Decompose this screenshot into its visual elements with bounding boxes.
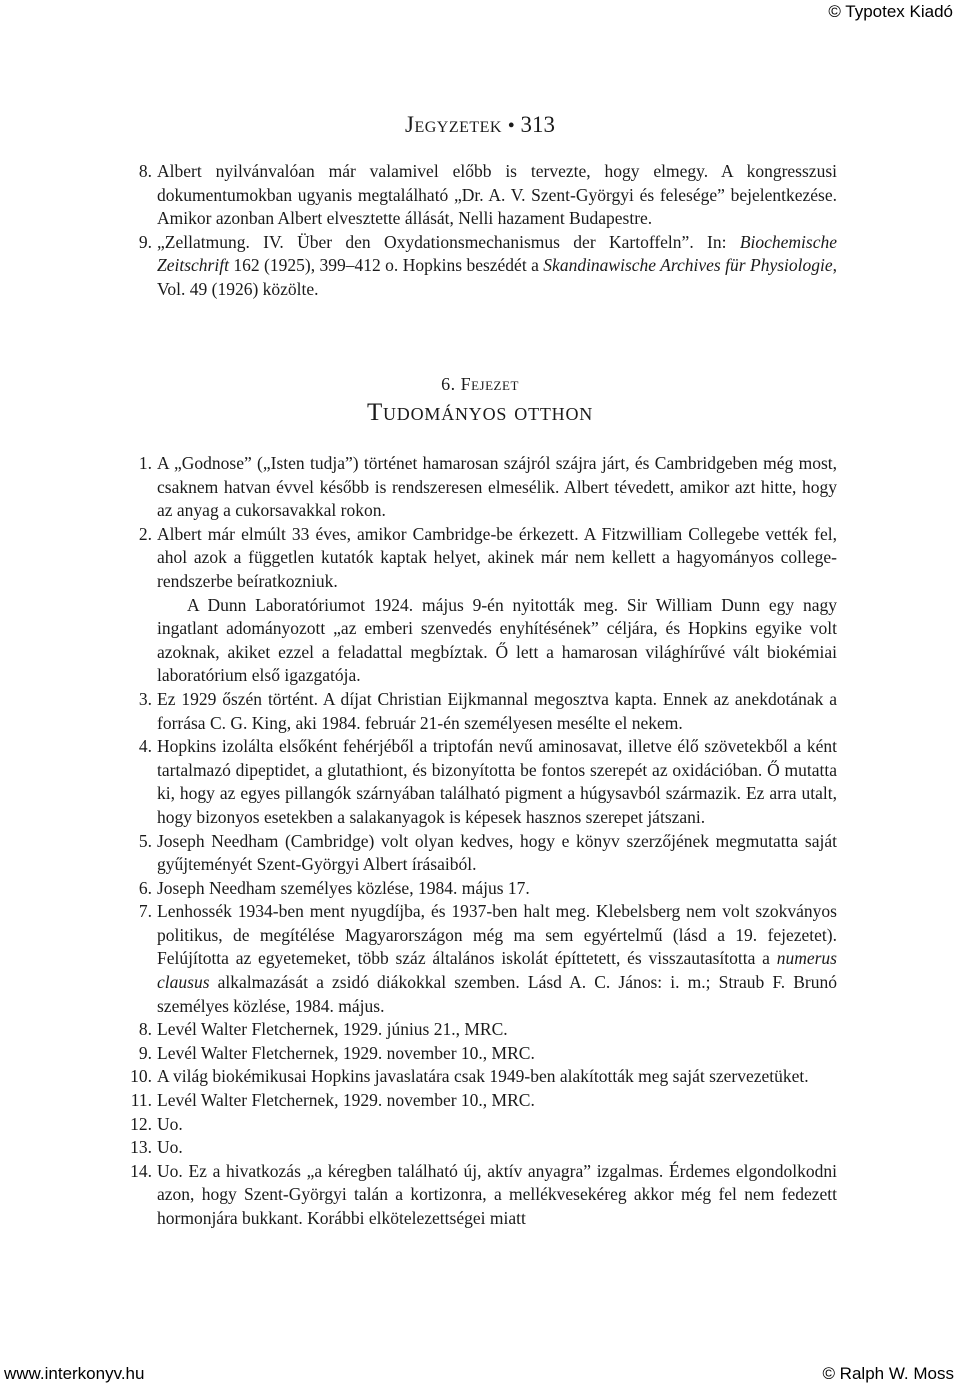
- journal-title: Biochemische Zeitschrift: [157, 231, 837, 276]
- note-text: Uo.: [157, 1113, 183, 1134]
- note-item: [0, 877, 837, 901]
- note-text: Levél Walter Fletchernek, 1929. november 10., MRC.: [157, 1042, 535, 1063]
- note-item: [0, 523, 837, 688]
- note-item: [0, 1113, 837, 1137]
- note-text: [157, 231, 837, 302]
- note-item: [0, 830, 837, 877]
- chapter-label: 6. Fejezet: [441, 374, 519, 394]
- header-bullet: •: [507, 115, 515, 137]
- note-text-part: , Vol. 49 (1926) közölte.: [157, 255, 837, 299]
- note-number: 8.: [138, 161, 152, 181]
- note-number: 5.: [138, 830, 152, 851]
- note-number: 2.: [138, 523, 152, 544]
- note-text: Uo. Ez a hivatkozás „a kéregben található új, aktív anyagra” izgalmas. Érdemes elgondolkodni azon, hogy Szent-Györgyi talán a kortizonra, a mellékvesekéreg akkor még fel nem fedezett hormonjára bukkant. Korábbi elkötelezettségei miatt: [157, 1160, 837, 1228]
- note-number: 9.: [138, 231, 152, 252]
- note-number: 4.: [138, 736, 152, 757]
- previous-chapter-notes: [0, 160, 960, 302]
- note-number: 11.: [130, 1090, 152, 1111]
- note-item: [0, 160, 837, 231]
- note-item: [0, 735, 837, 829]
- author-copyright: © Ralph W. Moss: [822, 1364, 954, 1383]
- publisher-credit: © Typotex Kiadó: [828, 2, 953, 21]
- note-item: [0, 1018, 837, 1042]
- note-text: Joseph Needham személyes közlése, 1984. május 17.: [157, 877, 530, 898]
- note-item: [0, 900, 837, 1018]
- note-number: 14.: [130, 1160, 152, 1181]
- header-label: Jegyzetek: [405, 112, 502, 137]
- running-header: [0, 112, 960, 138]
- chapter-title: Tudományos otthon: [366, 399, 594, 426]
- note-text: Levél Walter Fletchernek, 1929. június 21., MRC.: [157, 1019, 508, 1040]
- chapter-notes: [0, 452, 960, 1231]
- note-number: 7.: [138, 901, 152, 922]
- note-number: 8.: [138, 1019, 152, 1040]
- note-text: [157, 900, 837, 1018]
- note-number: 9.: [138, 1042, 152, 1063]
- note-text: Albert nyilvánvalóan már valamivel előbb is tervezte, hogy elmegy. A kongresszusi dokumentumokban ugyanis megtalálható „Dr. A. V. Szent-Györgyi és felesége” bejelentkezése. Amikor azonban Albert elvesztette állását, Nelli hazament Budapestre.: [157, 161, 837, 229]
- journal-title: Skandinawische Archives für Physiologie: [543, 255, 833, 276]
- note-item: [0, 1042, 837, 1066]
- note-number: 12.: [130, 1113, 152, 1134]
- note-item: [0, 452, 837, 523]
- chapter-heading: [0, 374, 960, 427]
- note-item: [0, 1089, 837, 1113]
- latin-term: numerus clausus: [157, 948, 837, 993]
- note-text: Uo.: [157, 1137, 183, 1158]
- note-number: 3.: [138, 688, 152, 709]
- note-item: [0, 1160, 837, 1231]
- note-text-part: alkalmazását a zsidó diákokkal szemben. Lásd A. C. János: i. m.; Straub F. Brunó személyes közlése, 1984. május.: [157, 972, 837, 1016]
- note-text-part: „Zellatmung. IV. Über den Oxydationsmechanismus der Kartoffeln”. In:: [157, 231, 740, 252]
- page-number: 313: [520, 112, 555, 137]
- note-text-part: 162 (1925), 399–412 o. Hopkins beszédét a: [228, 255, 544, 276]
- note-item: [0, 1136, 837, 1160]
- note-text: Ez 1929 őszén történt. A díjat Christian Eijkmannal megosztva kapta. Ennek az anekdotának a forrása C. G. King, aki 1984. február 21-én személyesen mesélte el nekem.: [157, 688, 837, 733]
- note-item: [0, 1065, 837, 1089]
- note-text: Albert már elmúlt 33 éves, amikor Cambridge-be érkezett. A Fitzwilliam Collegebe vették fel, ahol azok a független kutatók kaptak helyet, akinek már nem kellett a hagyományos college-rendszerbe beíratkozniuk.: [157, 523, 837, 591]
- note-text-part: Lenhossék 1934-ben ment nyugdíjba, és 1937-ben halt meg. Klebelsberg nem volt szokványos politikus, de megítélése Magyarországon még ma sem egyértelmű (lásd a 19. fejezetet). Felújította az egyetemeket, több száz általános iskolát építtetett, és visszautasította a: [157, 901, 837, 969]
- note-number: 10.: [130, 1066, 152, 1087]
- note-item: [0, 688, 837, 735]
- website-link[interactable]: www.interkonyv.hu: [4, 1364, 145, 1383]
- note-text: Hopkins izolálta elsőként fehérjéből a triptofán nevű aminosavat, illetve élő szövetekből a ként tartalmazó dipeptidet, a glutathiont, és bizonyította be fontos szerepét az oxidációban. Ő mutatta ki, hogy az egyes pillangók szárnyában található pigment a húgysavból származik. Ez arra utalt, hogy bizonyos esetekben a salakanyagok is képesek hasznos szerepet játszani.: [157, 736, 837, 827]
- note-text: Levél Walter Fletchernek, 1929. november 10., MRC.: [157, 1090, 535, 1111]
- note-number: 13.: [130, 1137, 152, 1158]
- note-text: A „Godnose” („Isten tudja”) történet hamarosan szájról szájra járt, és Cambridgeben még most, csaknem hatvan évvel később is rendszeresen elmesélik. Albert tévedett, amikor azt hitte, hogy az anyag a cukorsavakkal rokon.: [157, 453, 837, 521]
- note-text: A világ biokémikusai Hopkins javaslatára csak 1949-ben alakították meg saját szervezetüket.: [157, 1066, 809, 1087]
- note-text: Joseph Needham (Cambridge) volt olyan kedves, hogy e könyv szerzőjének megmutatta saját gyűjteményét Szent-Györgyi Albert írásaiból.: [157, 830, 837, 875]
- note-number: 6.: [138, 877, 152, 898]
- note-number: 1.: [138, 453, 152, 473]
- note-item: [0, 231, 837, 302]
- note-text-paragraph: A Dunn Laboratóriumot 1924. május 9-én nyitották meg. Sir William Dunn egy nagy ingatlant adományozott „az emberi szenvedés enyhítésének” céljára, és Hopkins egyike volt azoknak, akiket ezzel a feladattal megbíztak. Ő lett a hamarosan világhírűvé vált biokémiai laboratórium első igazgatója.: [157, 594, 837, 686]
